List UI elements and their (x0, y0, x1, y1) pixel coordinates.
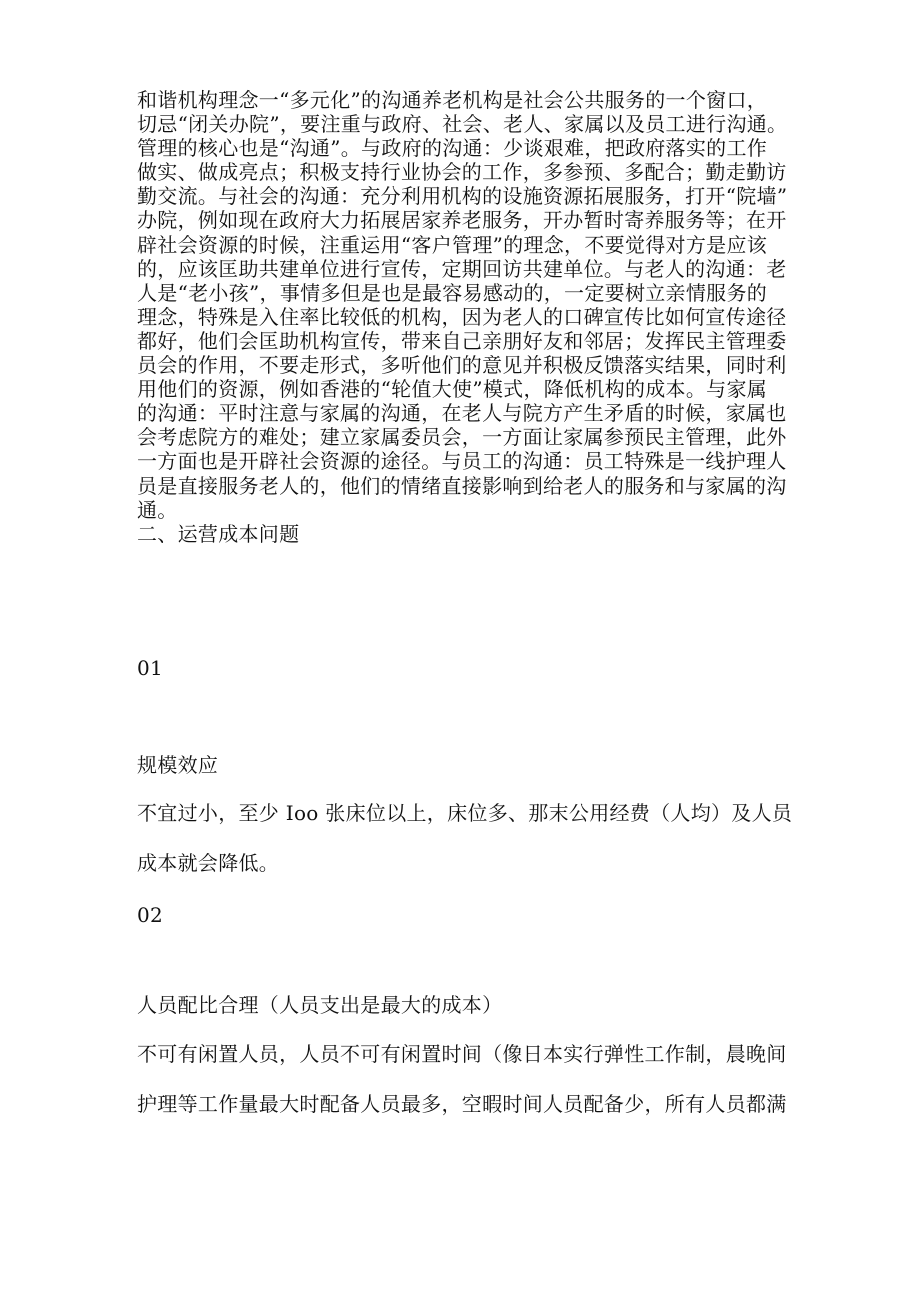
paragraph-line: 人是“老小孩”，事情多但是也是最容易感动的，一定要树立亲情服务的 (137, 280, 768, 305)
paragraph-line: 员会的作用，不要走形式，多听他们的意见并积极反馈落实结果，同时利 (137, 353, 787, 378)
item-body-line: 成本就会降低。 (137, 851, 280, 875)
communication-paragraph (137, 88, 797, 546)
paragraph-line: 的沟通：平时注意与家属的沟通，在老人与院方产生矛盾的时候，家属也 (137, 401, 787, 426)
paragraph-line: 办院，例如现在政府大力拓展居家养老服务，开办暂时寄养服务等；在开 (137, 208, 787, 233)
paragraph-line: 勤交流。与社会的沟通：充分利用机构的设施资源拓展服务，打开“院墙” (137, 184, 788, 209)
paragraph-line: 都好，他们会匡助机构宣传，带来自己亲朋好友和邻居；发挥民主管理委 (137, 328, 787, 353)
paragraph-line: 用他们的资源，例如香港的“轮值大使”模式，降低机构的成本。与家属 (137, 377, 768, 402)
paragraph-line: 切忌“闭关办院”，要注重与政府、社会、老人、家属以及员工进行沟通。 (137, 112, 788, 137)
item-body-line: 不宜过小，至少 Ioo 张床位以上，床位多、那末公用经费（人均）及人员 (137, 801, 793, 825)
paragraph-line: 一方面也是开辟社会资源的途径。与员工的沟通：员工特殊是一线护理人 (137, 449, 787, 474)
paragraph-line: 员是直接服务老人的，他们的情绪直接影响到给老人的服务和与家属的沟 (137, 473, 787, 498)
paragraph-line: 管理的核心也是“沟通”。与政府的沟通：少谈艰难，把政府落实的工作 (137, 136, 768, 161)
item-number-01: 01 (137, 656, 164, 680)
section-heading: 二、运营成本问题 (137, 521, 300, 546)
item-title-staffing-ratio: 人员配比合理（人员支出是最大的成本） (137, 993, 503, 1017)
paragraph-line: 理念，特殊是入住率比较低的机构，因为老人的口碑宣传比如何宣传途径 (137, 304, 787, 329)
paragraph-line: 通。 (137, 497, 178, 522)
item-body-line: 护理等工作量最大时配备人员最多，空暇时间人员配备少，所有人员都满 (137, 1092, 787, 1116)
paragraph-line: 会考虑院方的难处；建立家属委员会，一方面让家属参预民主管理，此外 (137, 425, 787, 450)
item-title-scale-effect: 规模效应 (137, 753, 219, 777)
item-number-02: 02 (137, 903, 164, 927)
paragraph-line: 辟社会资源的时候，注重运用“客户管理”的理念，不要觉得对方是应该 (137, 232, 768, 257)
paragraph-line: 的，应该匡助共建单位进行宣传，定期回访共建单位。与老人的沟通：老 (137, 256, 787, 281)
paragraph-line: 做实、做成亮点；积极支持行业协会的工作，多参预、多配合；勤走勤访 (137, 160, 787, 185)
paragraph-line: 和谐机构理念一“多元化”的沟通养老机构是社会公共服务的一个窗口， (137, 88, 768, 112)
item-body-line: 不可有闲置人员，人员不可有闲置时间（像日本实行弹性工作制，晨晚间 (137, 1042, 787, 1066)
